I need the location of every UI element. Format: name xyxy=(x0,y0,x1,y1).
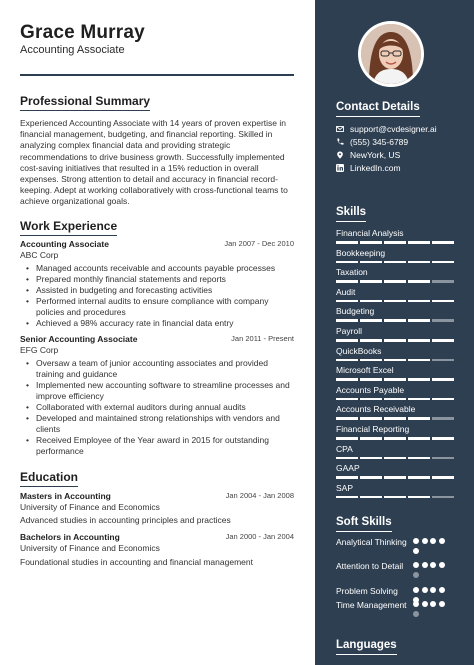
languages-heading: Languages xyxy=(336,639,397,655)
contact-email[interactable] xyxy=(336,124,437,134)
skill-level-bar xyxy=(336,496,454,499)
skills-heading: Skills xyxy=(336,206,366,222)
skill-level-bar xyxy=(336,437,454,440)
skill-label: Payroll xyxy=(336,326,362,336)
skill-level-segment xyxy=(384,280,406,283)
skill-level-segment xyxy=(336,261,358,264)
skill-level-segment xyxy=(336,319,358,322)
skill-level-segment xyxy=(360,398,382,401)
job-bullet: • Prepared monthly financial statements and reports xyxy=(26,274,294,285)
job-bullet: • Collaborated with external auditors during annual audits xyxy=(26,402,294,413)
skill-level-segment xyxy=(360,437,382,440)
skill-level-segment xyxy=(360,319,382,322)
skill-level-segment xyxy=(384,378,406,381)
skill-level-segment xyxy=(408,476,430,479)
skill-level-segment xyxy=(432,457,454,460)
skill-level-segment xyxy=(432,476,454,479)
skill-level-segment xyxy=(432,437,454,440)
skill-level-segment xyxy=(432,319,454,322)
skill-level-segment xyxy=(360,417,382,420)
job-dates: Jan 2007 - Dec 2010 xyxy=(224,239,294,248)
skill-level-segment xyxy=(336,359,358,362)
rating-dot xyxy=(439,587,445,593)
skill-label: CPA xyxy=(336,443,353,454)
skill-item xyxy=(336,483,454,499)
skill-level-segment xyxy=(432,339,454,342)
skill-level-segment xyxy=(336,437,358,440)
skill-level-segment xyxy=(432,280,454,283)
soft-skill-item xyxy=(336,537,454,548)
soft-skill-label: Attention to Detail xyxy=(336,561,404,571)
edu-note: Advanced studies in accounting principles and practices xyxy=(20,515,231,525)
skill-level-bar xyxy=(336,319,454,322)
skill-item xyxy=(336,444,454,460)
job-company: EFG Corp xyxy=(20,345,59,355)
education-heading: Education xyxy=(20,470,78,487)
skill-level-bar xyxy=(336,261,454,264)
soft-skill-rating xyxy=(413,561,457,579)
skill-level-segment xyxy=(360,378,382,381)
skill-level-segment xyxy=(360,457,382,460)
skill-level-bar xyxy=(336,339,454,342)
skill-level-segment xyxy=(384,300,406,303)
email-icon xyxy=(336,125,344,133)
skill-level-segment xyxy=(432,261,454,264)
skill-item xyxy=(336,248,454,264)
skill-level-bar xyxy=(336,241,454,244)
experience-heading: Work Experience xyxy=(20,219,117,236)
skill-level-segment xyxy=(432,359,454,362)
skill-level-segment xyxy=(360,280,382,283)
skill-level-segment xyxy=(432,300,454,303)
skill-label: Bookkeeping xyxy=(336,247,386,258)
skill-level-bar xyxy=(336,280,454,283)
job-bullets xyxy=(26,263,294,329)
job-title: Accounting Associate xyxy=(20,239,109,249)
skill-item xyxy=(336,267,454,283)
rating-dot xyxy=(413,611,419,617)
job-bullets xyxy=(26,358,294,457)
skill-level-segment xyxy=(360,241,382,244)
skill-label: GAAP xyxy=(336,463,360,474)
skill-level-segment xyxy=(408,457,430,460)
skill-item xyxy=(336,228,454,244)
skill-level-segment xyxy=(408,378,430,381)
rating-dot xyxy=(413,601,419,607)
rating-dot xyxy=(430,587,436,593)
skill-level-segment xyxy=(432,378,454,381)
contact-location xyxy=(336,150,400,160)
skill-level-segment xyxy=(336,280,358,283)
skill-level-segment xyxy=(384,359,406,362)
edu-school: University of Finance and Economics xyxy=(20,502,160,512)
job-title: Senior Accounting Associate xyxy=(20,334,138,344)
skill-level-segment xyxy=(384,339,406,342)
skill-level-bar xyxy=(336,300,454,303)
contact-email-text: support@cvdesigner.ai xyxy=(350,124,437,134)
linkedin-icon xyxy=(336,164,344,172)
skill-level-segment xyxy=(360,339,382,342)
job-bullet: • Managed accounts receivable and accounts payable processes xyxy=(26,263,294,274)
job-dates: Jan 2011 - Present xyxy=(231,334,294,343)
rating-dot xyxy=(413,572,419,578)
skill-item xyxy=(336,365,454,381)
skill-level-segment xyxy=(384,417,406,420)
contact-linkedin-text: LinkedIn.com xyxy=(350,163,401,173)
skill-level-segment xyxy=(384,496,406,499)
rating-dot xyxy=(422,587,428,593)
contact-linkedin[interactable] xyxy=(336,163,401,173)
rating-dot xyxy=(439,601,445,607)
skill-level-segment xyxy=(360,261,382,264)
skill-level-segment xyxy=(384,241,406,244)
rating-dot xyxy=(430,538,436,544)
summary-heading: Professional Summary xyxy=(20,94,150,111)
soft-skill-label: Time Management xyxy=(336,600,407,610)
job-bullet: • Developed and maintained strong relationships with vendors and clients xyxy=(26,413,294,435)
rating-dot xyxy=(413,538,419,544)
skill-item xyxy=(336,385,454,401)
soft-skill-item xyxy=(336,561,454,572)
job-bullet: • Achieved a 98% accuracy rate in financial data entry xyxy=(26,318,294,329)
skill-level-bar xyxy=(336,359,454,362)
edu-school: University of Finance and Economics xyxy=(20,543,160,553)
skill-level-segment xyxy=(336,300,358,303)
job-bullet: • Implemented new accounting software to streamline processes and improve efficiency xyxy=(26,380,294,402)
skill-level-bar xyxy=(336,378,454,381)
rating-dot xyxy=(430,562,436,568)
rating-dot xyxy=(422,601,428,607)
skill-level-segment xyxy=(384,437,406,440)
skill-level-segment xyxy=(408,496,430,499)
phone-icon xyxy=(336,138,344,146)
skill-level-segment xyxy=(336,241,358,244)
skill-item xyxy=(336,306,454,322)
skill-level-segment xyxy=(432,417,454,420)
skill-label: Financial Analysis xyxy=(336,228,404,238)
edu-degree: Masters in Accounting xyxy=(20,491,111,501)
candidate-name: Grace Murray xyxy=(20,22,145,43)
soft-skill-item xyxy=(336,586,454,597)
job-bullet: • Oversaw a team of junior accounting associates and provided training and guidance xyxy=(26,358,294,380)
contact-heading: Contact Details xyxy=(336,101,420,117)
skill-level-segment xyxy=(408,280,430,283)
skill-item xyxy=(336,424,454,440)
skill-label: Accounts Payable xyxy=(336,384,405,395)
skill-level-bar xyxy=(336,417,454,420)
skill-level-segment xyxy=(432,398,454,401)
skill-level-segment xyxy=(408,261,430,264)
soft-skill-item xyxy=(336,600,454,611)
skill-level-bar xyxy=(336,476,454,479)
skill-level-bar xyxy=(336,398,454,401)
contact-location-text: NewYork, US xyxy=(350,150,401,160)
edu-degree: Bachelors in Accounting xyxy=(20,532,120,542)
skill-level-segment xyxy=(408,359,430,362)
skill-item xyxy=(336,346,454,362)
header-divider xyxy=(20,74,294,76)
skill-level-segment xyxy=(336,378,358,381)
edu-dates: Jan 2000 - Jan 2004 xyxy=(225,532,294,541)
skill-level-segment xyxy=(384,319,406,322)
skill-label: Accounts Receivable xyxy=(336,404,416,415)
summary-text: Experienced Accounting Associate with 14 years of proven expertise in financial management, budgeting, and financial reporting. Skilled in analyzing complex financial data and providing strategic recommendations to drive business growth. Successfully implemented cost-saving initiatives that resulted in a 15% reduction in overall expenses. Strong attention to detail and accuracy in financial record-keeping. Adept at working collaboratively with cross-functional teams to achieve organizational goals. xyxy=(20,118,288,207)
rating-dot xyxy=(422,562,428,568)
skill-level-segment xyxy=(336,398,358,401)
job-company: ABC Corp xyxy=(20,250,59,260)
soft-skill-label: Problem Solving xyxy=(336,586,398,596)
skill-level-segment xyxy=(408,398,430,401)
skill-level-segment xyxy=(384,398,406,401)
job-bullet: • Received Employee of the Year award in 2015 for outstanding performance xyxy=(26,435,294,457)
job-bullet: • Performed internal audits to ensure compliance with company policies and procedures xyxy=(26,296,294,318)
skill-level-segment xyxy=(336,496,358,499)
skill-label: SAP xyxy=(336,482,354,493)
skill-level-segment xyxy=(336,457,358,460)
skill-level-segment xyxy=(360,359,382,362)
skill-level-segment xyxy=(408,300,430,303)
soft-skills-heading: Soft Skills xyxy=(336,516,392,532)
skill-label: Financial Reporting xyxy=(336,424,410,434)
contact-phone-text: (555) 345-6789 xyxy=(350,137,409,147)
rating-dot xyxy=(413,562,419,568)
skill-level-segment xyxy=(408,437,430,440)
skill-label: Taxation xyxy=(336,267,368,278)
soft-skill-rating xyxy=(413,537,457,555)
rating-dot xyxy=(439,538,445,544)
rating-dot xyxy=(439,562,445,568)
soft-skill-label: Analytical Thinking xyxy=(336,537,407,547)
skill-level-segment xyxy=(336,339,358,342)
skill-item xyxy=(336,404,454,420)
candidate-role: Accounting Associate xyxy=(20,44,125,56)
skill-level-segment xyxy=(408,417,430,420)
skill-level-segment xyxy=(384,476,406,479)
rating-dot xyxy=(413,548,419,554)
skill-level-segment xyxy=(384,261,406,264)
skill-level-segment xyxy=(432,496,454,499)
skill-level-segment xyxy=(384,457,406,460)
skill-level-segment xyxy=(360,496,382,499)
skill-level-segment xyxy=(336,417,358,420)
skill-item xyxy=(336,326,454,342)
skill-level-bar xyxy=(336,457,454,460)
skill-label: Budgeting xyxy=(336,306,375,317)
skill-label: QuickBooks xyxy=(336,345,382,356)
skill-label: Audit xyxy=(336,286,356,297)
skill-level-segment xyxy=(432,241,454,244)
job-bullet: • Assisted in budgeting and forecasting activities xyxy=(26,285,294,296)
skill-level-segment xyxy=(408,339,430,342)
location-icon xyxy=(336,151,344,159)
edu-dates: Jan 2004 - Jan 2008 xyxy=(225,491,294,500)
skill-level-segment xyxy=(360,476,382,479)
skill-label: Microsoft Excel xyxy=(336,365,394,376)
sidebar xyxy=(315,0,474,665)
avatar xyxy=(361,24,421,84)
rating-dot xyxy=(413,587,419,593)
contact-phone[interactable] xyxy=(336,137,408,147)
skill-level-segment xyxy=(408,241,430,244)
skill-level-segment xyxy=(408,319,430,322)
skill-level-segment xyxy=(360,300,382,303)
skill-level-segment xyxy=(336,476,358,479)
soft-skill-rating xyxy=(413,600,457,618)
rating-dot xyxy=(430,601,436,607)
skill-item xyxy=(336,287,454,303)
skill-item xyxy=(336,463,454,479)
rating-dot xyxy=(422,538,428,544)
edu-note: Foundational studies in accounting and financial management xyxy=(20,557,253,567)
